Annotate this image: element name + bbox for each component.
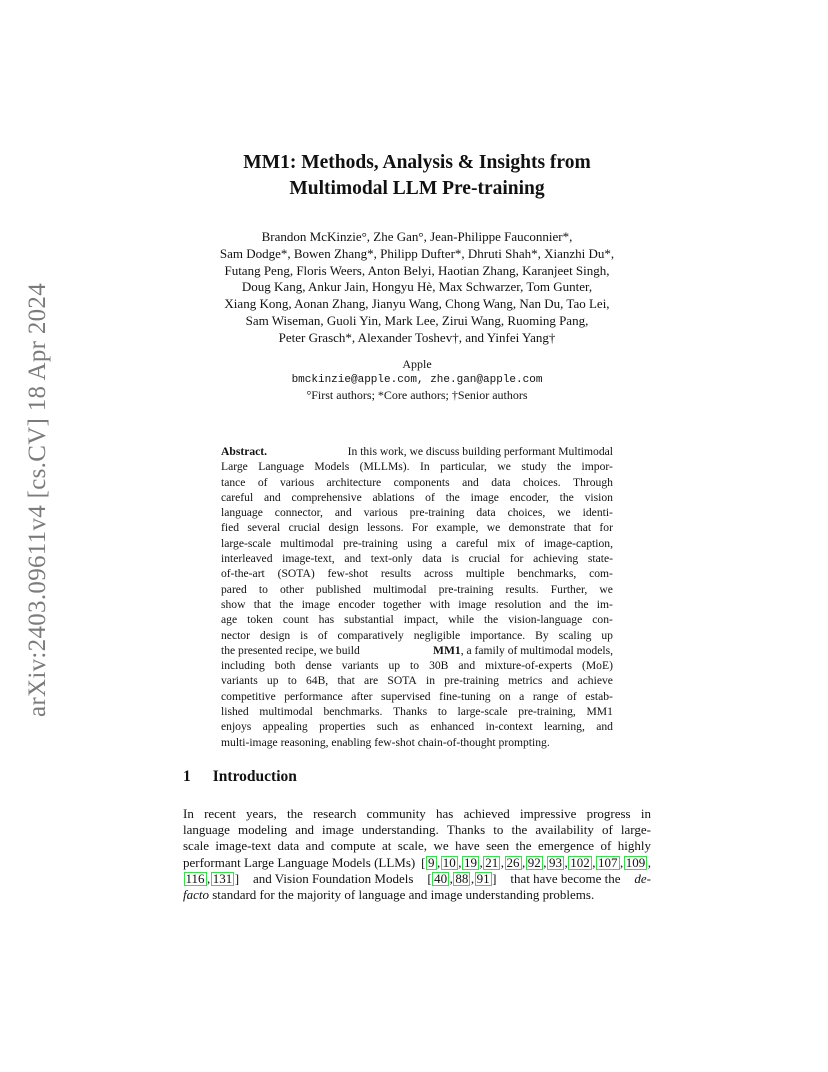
word: supervised: [381, 689, 431, 703]
word: is: [300, 628, 308, 642]
word: data: [422, 552, 442, 566]
author-line: Peter Grasch*, Alexander Toshev†, and Yinfei Yang†: [278, 329, 556, 345]
word: Thanks: [446, 822, 486, 838]
word: pared: [221, 582, 247, 596]
word: with: [429, 597, 451, 611]
word: to: [287, 674, 297, 688]
word: we: [557, 506, 571, 520]
word: comprehensive: [291, 490, 362, 504]
word: has: [318, 613, 335, 627]
vfm-post-text: that have become the: [510, 870, 621, 886]
word: have: [455, 838, 480, 854]
word: the: [574, 597, 589, 611]
de-facto-part1: de-: [634, 870, 651, 886]
word: multiple: [465, 567, 505, 581]
abstract-line: [221, 520, 613, 535]
word: various: [363, 506, 398, 520]
word: other: [279, 582, 304, 596]
word: properties: [319, 720, 366, 734]
word: image-caption,: [543, 536, 613, 550]
citation-link[interactable]: 107: [598, 854, 618, 870]
word: multimodal: [280, 536, 334, 550]
word: availability: [535, 822, 594, 838]
word: demonstrate: [508, 521, 566, 535]
word: published: [315, 582, 361, 596]
word: impact,: [403, 613, 439, 627]
word: Language: [258, 460, 304, 474]
word: estab-: [585, 689, 613, 703]
citation-link[interactable]: 10: [442, 854, 456, 870]
intro-line: [183, 887, 651, 903]
word: modeling: [238, 822, 288, 838]
section-heading: [183, 768, 297, 786]
citation-link[interactable]: 116: [185, 870, 205, 886]
abstract-line: [221, 582, 613, 597]
word: large-scale: [457, 705, 508, 719]
word: substantial: [344, 613, 394, 627]
word: of: [425, 490, 435, 504]
word: of: [600, 838, 612, 854]
abstract-mm1-phrase: [433, 643, 613, 658]
word: competitive: [221, 689, 276, 703]
word: of-the-art: [221, 567, 265, 581]
intro-line: [183, 822, 651, 838]
word: in-context: [485, 720, 533, 734]
word: design: [259, 628, 291, 642]
word: In: [183, 806, 194, 821]
word: 64B,: [305, 674, 329, 688]
title-line-1: MM1: Methods, Analysis & Insights from: [243, 152, 591, 173]
llm-citations-cont: 116 , 131 ]: [185, 870, 240, 886]
word: compute: [330, 838, 376, 854]
abstract-line: [221, 689, 613, 704]
word: interleaved: [221, 552, 273, 566]
abstract: [221, 444, 613, 750]
word: using: [407, 536, 433, 550]
word: of: [317, 628, 328, 642]
word: that: [253, 597, 272, 611]
word: and: [334, 506, 352, 520]
word: that: [573, 521, 592, 535]
word: in: [640, 806, 651, 821]
abstract-line: [221, 475, 613, 490]
word: and: [305, 838, 325, 854]
word: the: [515, 838, 532, 854]
word: enjoys: [221, 720, 252, 734]
abstract-line: multi-image reasoning, enabling few-shot chain-of-thought prompting.: [221, 735, 550, 749]
word: encoder,: [509, 490, 549, 504]
word: for: [599, 521, 613, 535]
citation-link[interactable]: 88: [455, 870, 469, 886]
word: research: [313, 806, 357, 821]
word: multimodal: [373, 582, 427, 596]
word: particular,: [440, 460, 487, 474]
word: mixture-of-experts: [485, 659, 573, 673]
word: community: [366, 806, 426, 821]
affiliation-org: Apple: [402, 357, 432, 371]
word: dense: [305, 659, 332, 673]
word: the: [484, 613, 499, 627]
word: to: [437, 705, 447, 719]
word: pre-training: [343, 536, 398, 550]
word: appealing: [262, 720, 308, 734]
word: vision: [584, 490, 613, 504]
word: variants: [221, 674, 258, 688]
word: and: [295, 822, 314, 838]
author-roles-note: °First authors; *Core authors; †Senior authors: [306, 388, 528, 402]
author-emails: bmckinzie@apple.com, zhe.gan@apple.com: [291, 373, 543, 386]
word: data: [277, 838, 300, 854]
abstract-line: [221, 658, 613, 673]
abstract-line: [221, 536, 613, 551]
word: up: [266, 674, 279, 688]
word: study: [521, 460, 547, 474]
word: Thanks: [393, 705, 428, 719]
citation-link[interactable]: 40: [434, 870, 448, 886]
word: together: [383, 597, 422, 611]
word: large-: [620, 822, 651, 838]
word: image: [470, 490, 499, 504]
word: and: [263, 490, 281, 504]
word: learning,: [543, 720, 585, 734]
word: architecture: [326, 475, 382, 489]
author-line: Sam Dodge*, Bowen Zhang*, Philipp Dufter*, Dhruti Shah*, Xianzhi Du*,: [219, 245, 615, 261]
word: design: [328, 521, 359, 535]
word: up: [388, 659, 401, 673]
word: and: [458, 659, 476, 673]
llm-phrase: performant Large Language Models (LLMs): [183, 854, 416, 870]
word: such: [376, 720, 399, 734]
word: com-: [589, 567, 613, 581]
word: recent: [204, 806, 236, 821]
word: understanding.: [361, 822, 439, 838]
word: example,: [436, 521, 479, 535]
abstract-line: [221, 551, 613, 566]
word: enhanced: [430, 720, 475, 734]
word: scaling: [558, 628, 592, 642]
abstract-line: [221, 719, 613, 734]
abstract-mm1-post: , a family of multimodal models,: [460, 643, 613, 657]
word: language: [183, 822, 230, 838]
word: in: [426, 674, 436, 688]
citation-link[interactable]: 93: [549, 854, 562, 870]
intro-paragraph: [183, 806, 651, 903]
word: careful: [221, 490, 254, 504]
word: after: [351, 689, 373, 703]
author-line: Futang Peng, Floris Weers, Anton Belyi, Haotian Zhang, Karanjeet Singh,: [224, 262, 610, 278]
word: the: [445, 490, 460, 504]
abstract-line: [221, 490, 613, 505]
word: both: [274, 659, 296, 673]
author-line: Brandon McKinzie°, Zhe Gan°, Jean-Philippe Fauconnier*,: [261, 229, 573, 244]
word: benchmarks.: [323, 705, 383, 719]
word: that: [337, 674, 355, 688]
word: few-shot: [327, 567, 369, 581]
author-line: Doug Kang, Ankur Jain, Hongyu Hè, Max Schwarzer, Tom Gunter,: [241, 279, 593, 295]
word: image: [301, 597, 331, 611]
word: Models: [314, 460, 350, 474]
vfm-citations: [ 40 , 88 , 91 ]: [427, 870, 497, 886]
word: we: [433, 838, 449, 854]
word: on: [499, 689, 511, 703]
word: data: [476, 506, 496, 520]
word: to: [410, 659, 420, 673]
word: pre-training: [409, 506, 465, 520]
word: comparatively: [337, 628, 404, 642]
word: up: [601, 628, 613, 642]
intro-line: [183, 806, 651, 822]
paper-title: [150, 150, 684, 202]
word: careful: [455, 536, 489, 550]
abstract-line: [221, 597, 613, 612]
word: a: [519, 689, 525, 703]
citation-link[interactable]: 21: [485, 854, 499, 870]
word: (SOTA): [277, 567, 315, 581]
word: negligible: [413, 628, 461, 642]
word: components: [393, 475, 450, 489]
word: achieving: [533, 552, 579, 566]
word: the: [279, 597, 294, 611]
word: across: [424, 567, 454, 581]
word: age: [221, 613, 238, 627]
intro-line: [183, 855, 651, 871]
abstract-line: [221, 628, 613, 643]
word: language: [221, 506, 263, 520]
word: benchmarks,: [517, 567, 577, 581]
word: tance: [221, 475, 246, 489]
word: while: [448, 613, 474, 627]
word: are: [364, 674, 379, 688]
citation-link[interactable]: 19: [464, 854, 477, 870]
word: results: [380, 567, 412, 581]
word: show: [221, 597, 246, 611]
word: the: [511, 822, 528, 838]
word: the: [559, 490, 574, 504]
word: lished: [221, 705, 249, 719]
word: of: [567, 689, 577, 703]
word: range: [532, 689, 559, 703]
word: (MoE): [582, 659, 613, 673]
word: fine-tuning: [439, 689, 491, 703]
llm-citations: [ 9 , 10 , 19 , 21 , 26 , 92 , 93 , 102 , 107 , 109 ,: [421, 854, 651, 870]
word: performance: [284, 689, 343, 703]
word: including: [221, 659, 265, 673]
word: choices.: [522, 475, 561, 489]
word: years,: [246, 806, 277, 821]
abstract-line: [221, 612, 613, 627]
word: impressive: [520, 806, 577, 821]
affiliation-block: [150, 357, 684, 404]
word: and: [462, 475, 479, 489]
intro-last-tail: standard for the majority of language and image understanding problems.: [212, 887, 595, 903]
section-title: Introduction: [212, 768, 297, 785]
word: image: [322, 822, 354, 838]
word: we: [486, 521, 501, 535]
word: pre-training: [438, 582, 494, 596]
word: of: [524, 536, 535, 550]
word: to: [258, 582, 268, 596]
word: (MLLMs).: [359, 460, 410, 474]
word: metrics: [508, 674, 543, 688]
word: Through: [573, 475, 613, 489]
abstract-line: [221, 704, 613, 719]
word: is: [451, 552, 459, 566]
word: count: [282, 613, 309, 627]
word: im-: [596, 597, 613, 611]
de-facto-part2: facto: [183, 887, 209, 903]
word: emergence: [537, 838, 594, 854]
word: we: [497, 460, 511, 474]
word: of: [601, 822, 613, 838]
word: crucial: [288, 521, 321, 535]
word: pre-training,: [518, 705, 576, 719]
word: at: [381, 838, 392, 854]
citation-link[interactable]: 109: [625, 854, 646, 870]
citation-link[interactable]: 26: [506, 854, 520, 870]
word: MM1: [586, 705, 613, 719]
word: for: [509, 552, 524, 566]
arxiv-identifier: [23, 282, 53, 718]
word: choices,: [507, 506, 546, 520]
word: as: [409, 720, 420, 734]
word: impor-: [581, 460, 613, 474]
word: mix: [497, 536, 516, 550]
word: seen: [486, 838, 510, 854]
word: has: [436, 806, 454, 821]
abstract-first-text: In this work, we discuss building performant Multimodal: [347, 445, 613, 458]
word: state-: [587, 552, 613, 566]
word: SOTA: [387, 674, 417, 688]
word: nector: [221, 628, 250, 642]
word: text-only: [370, 552, 413, 566]
word: resolution: [494, 597, 542, 611]
word: progress: [586, 806, 631, 821]
word: and: [344, 552, 362, 566]
word: ablations: [372, 490, 415, 504]
word: and: [549, 597, 567, 611]
title-line-2: Multimodal LLM Pre-training: [289, 178, 545, 199]
abstract-line: [221, 459, 613, 474]
word: token: [247, 613, 273, 627]
arxiv-identifier-text: arXiv:2403.09611v4 [cs.CV] 18 Apr 2024: [24, 282, 52, 718]
word: image: [458, 597, 487, 611]
word: the: [286, 806, 303, 821]
word: highly: [617, 838, 651, 854]
abstract-line: [221, 444, 613, 459]
abstract-line: [221, 673, 613, 688]
citation-link[interactable]: 131: [212, 870, 233, 886]
word: con-: [592, 613, 613, 627]
word: By: [535, 628, 549, 642]
word: importance.: [470, 628, 526, 642]
word: Further,: [550, 582, 588, 596]
word: vision-language: [508, 613, 583, 627]
word: variants: [341, 659, 379, 673]
citation-link[interactable]: 102: [570, 854, 590, 870]
word: identi-: [582, 506, 613, 520]
author-line: Xiang Kong, Aonan Zhang, Jianyu Wang, Chong Wang, Nan Du, Tao Lei,: [224, 296, 610, 312]
citation-link[interactable]: 91: [476, 870, 490, 886]
word: the: [556, 460, 572, 474]
word: results.: [505, 582, 539, 596]
author-line: Sam Wiseman, Guoli Yin, Mark Lee, Zirui Wang, Ruoming Pang,: [245, 312, 589, 328]
word: large-scale: [221, 536, 271, 550]
word: achieved: [463, 806, 510, 821]
intro-line: [183, 838, 651, 854]
abstract-line: [221, 643, 613, 658]
word: fied: [221, 521, 240, 535]
abstract-line: [221, 505, 613, 520]
word: pre-training: [444, 674, 499, 688]
model-name-mm1: MM1: [433, 643, 461, 657]
word: achieve: [577, 674, 613, 688]
word: Large: [221, 460, 248, 474]
word: and: [596, 720, 613, 734]
word: In: [420, 460, 430, 474]
word: to: [493, 822, 504, 838]
section-number: 1: [183, 768, 191, 785]
word: 30B: [429, 659, 449, 673]
abstract-label: Abstract.: [221, 445, 268, 458]
word: image-text,: [282, 552, 335, 566]
word: a: [441, 536, 447, 550]
word: multimodal: [259, 705, 313, 719]
vfm-phrase: and Vision Foundation Models: [253, 870, 414, 886]
word: data: [491, 475, 511, 489]
word: connector,: [274, 506, 323, 520]
word: we: [599, 582, 613, 596]
word: and: [551, 674, 569, 688]
intro-line: [183, 871, 651, 887]
word: various: [279, 475, 315, 489]
word: For: [411, 521, 428, 535]
word: lessons.: [367, 521, 404, 535]
word: several: [247, 521, 281, 535]
word: scale: [183, 838, 209, 854]
citation-link[interactable]: 92: [527, 854, 541, 870]
abstract-mm1-pre: the presented recipe, we build: [221, 643, 360, 657]
abstract-line: [221, 566, 613, 581]
word: image-text: [215, 838, 272, 854]
word: encoder: [338, 597, 375, 611]
author-list: [150, 229, 684, 347]
word: scale,: [397, 838, 428, 854]
word: of: [257, 475, 268, 489]
citation-link[interactable]: 9: [428, 854, 435, 870]
word: crucial: [468, 552, 501, 566]
